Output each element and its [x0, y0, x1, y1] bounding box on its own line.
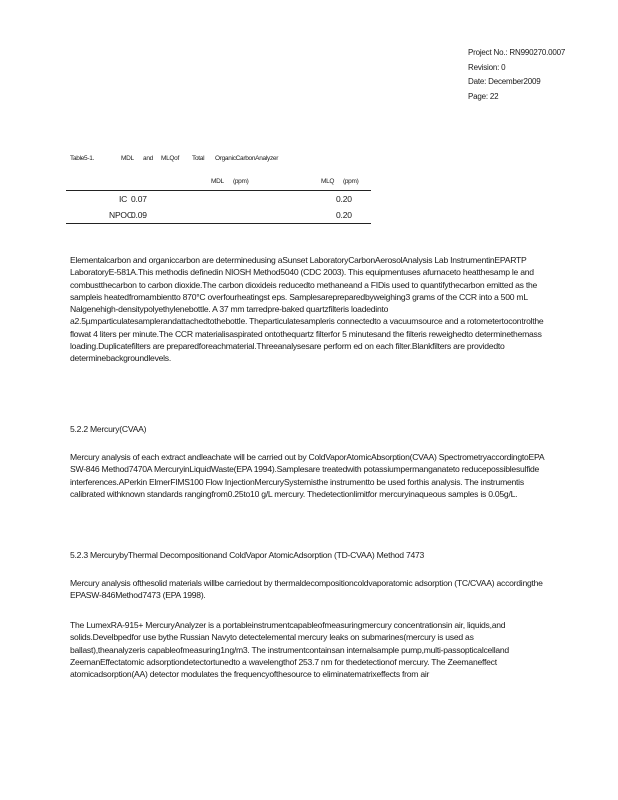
row-label: NPOC — [109, 210, 133, 220]
row-mdl-value: 0.07 — [131, 194, 147, 204]
table-caption-total: Total — [192, 155, 205, 162]
row-label: IC — [119, 194, 128, 204]
row-mdl-value: 0.09 — [131, 210, 147, 220]
table-caption-analyzer: OrganicCarbonAnalyzer — [215, 155, 279, 162]
col-head-mlq: MLQ — [321, 178, 335, 185]
paragraph-carbon-analysis: Elementalcarbon and organiccarbon are determinedusing aSunset LaboratoryCarbonAerosolAnalysis Lab InstrumentinEPARTP LaboratoryE-581A.This methodis definedin NIOSH Method5040 (CDC 2003). This equipmentuses afurnaceto heatthesamp le and combustthecarbon to carbon dioxide.The carbon dioxideis reducedto methaneand a FIDis used to quantifythecarbon emitted as the sampleis heatedfromambientto 870°C overfourheatingst eps. Samplesarepreparedbyweighing3 grams of the CCR into a 500 mL Nalgenehigh-densitypolyethylenebottle. A 37 mm tarredpre-baked quartzfilteris loadedinto a2.5µmparticulatesamplerandattachedtothebottle. Theparticulatesampleris connectedto a vacuumsource and a rotometertocontrolthe flowat 4 liters per minute.The CCR materialisaspirated ontothequartz filterfor 5 minutesand the filteris reweighedto determinethemass loading.Duplicatefilters are preparedforeachmaterial.Threeanalysesare perform ed on each filter.Blankfilters are providedto determinebackgroundlevels. — [70, 255, 544, 364]
table-caption-mdl: MDL — [121, 155, 134, 162]
col-head-mlq-unit: (ppm) — [343, 178, 359, 185]
date: Date: December2009 — [468, 77, 541, 86]
table-caption-mlqof: MLQof — [161, 155, 180, 162]
paragraph-lumex-analyzer: The LumexRA-915+ MercuryAnalyzer is a portableinstrumentcapableofmeasuringmercury concentrationsin air, liquids,and solids.Develbpedfor use bythe Russian Navyto detectelemental mercury leaks on submarines(mercury is used as ballast),theanalyzeris capableofmeasuring1ng/m3. The instrumentcontainsan internalsample pump,multi-passopticalcelland ZeemanEffectatomic adsorptiondetectortunedto a wavelengthof 253.7 nm for thedetectionof mercury. The Zeemaneffect atomicadsorption(AA) detector modulates the frequencyofthesource to eliminatematrixeffects from air — [70, 620, 509, 680]
page-header — [468, 46, 565, 104]
table-top-rule — [66, 190, 371, 191]
table-caption-label: Table5-1. — [70, 155, 95, 162]
section-heading-5-2-3: 5.2.3 MercurybyThermal Decompositionand ColdVapor AtomicAdsorption (TD-CVAA) Method 7473 — [70, 550, 425, 560]
page-number: Page: 22 — [468, 91, 499, 101]
table-bottom-rule — [66, 223, 371, 224]
table-caption-and: and — [143, 155, 153, 162]
revision: Revision: 0 — [468, 62, 506, 72]
paragraph-mercury-td-cvaa: Mercury analysis ofthesolid materials willbe carriedout by thermaldecompositioncoldvaporatomic adsorption (TC/CVAA) accordingthe EPASW-846Method7473 (EPA 1998). — [70, 578, 543, 601]
project-number: Project No.: RN990270.0007 — [468, 48, 566, 57]
section-heading-5-2-2: 5.2.2 Mercury(CVAA) — [70, 424, 147, 434]
paragraph-mercury-cvaa: Mercury analysis of each extract andleachate will be carried out by ColdVaporAtomicAbsorption(CVAA) SpectrometryaccordingtoEPA SW-846 Method7470A MercuryinLiquidWaste(EPA 1994).Samplesare treatedwith potassiumpermanganateto reducepossiblesulfide interferences.APerkin ElmerFIMS100 Flow InjectionMercurySystemisthe instrumentto be used forthis analysis. The instrumentis calibrated withknown standards rangingfrom0.25to10 g/L mercury. Thedetectionlimitfor mercuryinaqueous samples is 0.05g/L. — [70, 452, 544, 499]
row-mlq-value: 0.20 — [336, 210, 352, 220]
row-mlq-value: 0.20 — [336, 194, 352, 204]
col-head-mdl-unit: (ppm) — [233, 178, 249, 185]
col-head-mdl: MDL — [211, 178, 224, 185]
